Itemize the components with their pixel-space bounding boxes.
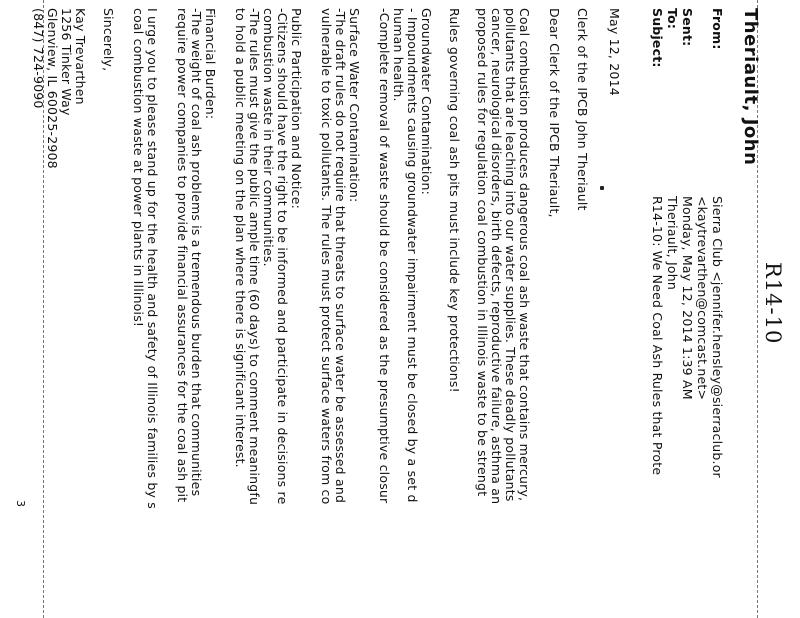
signature-phone: (847) 724-9090 <box>31 8 46 109</box>
letter-date: May 12, 2014 <box>607 8 622 96</box>
surface-line: -The draft rules do not require that threats to surface water be assessed and <box>333 8 348 504</box>
financial-line: -The weight of coal ash problems is a tremendous burden that communities <box>189 8 204 497</box>
key-protections-line: Rules governing coal ash pits must include key protections! <box>447 8 462 393</box>
closing-line: coal combustion waste at power plants in Illinois! <box>131 8 146 328</box>
intro-line: pollutants that are leaching into our water supplies. These deadly pollutants <box>503 8 518 502</box>
closing-line: I urge you to please stand up for the health and safety of Illinois families by s <box>145 8 160 509</box>
surface-line: vulnerable to toxic pollutants. The rules must protect surface waters from co <box>319 8 334 505</box>
intro-line: proposed rules for regulation coal combustion in Illinois waste to be strengt <box>475 8 490 497</box>
public-line: -The rules must give the public ample time (60 days) to comment meaningfu <box>247 8 262 506</box>
sent-value: Monday, May 12, 2014 1:39 AM <box>680 196 695 400</box>
scan-speck <box>600 186 604 190</box>
signature-city: Glenview, IL 60025-2908 <box>45 8 60 169</box>
from-label: From: <box>710 8 725 50</box>
to-value: Theriault, John <box>665 196 680 290</box>
groundwater-line: human health. <box>391 8 406 102</box>
salutation-dear: Dear Clerk of the IPCB Theriault, <box>547 8 562 218</box>
financial-heading: Financial Burden: <box>203 8 218 120</box>
signature-address: 1256 Tinker Way <box>59 8 74 116</box>
public-heading: Public Participation and Notice: <box>289 8 304 210</box>
sign-off: Sincerely, <box>101 8 116 72</box>
to-label: To: <box>665 8 680 30</box>
signature-name: Kay Trevarthen <box>73 8 88 105</box>
groundwater-line: - Impoundments causing groundwater impairment must be closed by a set d <box>405 8 420 503</box>
page-number: 3 <box>14 500 27 508</box>
from-value: Sierra Club <jennifer.hensley@sierraclub.or <box>710 196 725 478</box>
from-email: <kaytrevarthen@comcast.net> <box>695 196 710 401</box>
document-id: R14-10 <box>761 262 785 345</box>
groundwater-line: -Complete removal of waste should be considered as the presumptive closur <box>377 8 392 504</box>
public-line: to hold a public meeting on the plan where there is significant interest. <box>233 8 248 468</box>
surface-heading: Surface Water Contamination: <box>347 8 362 203</box>
subject-value: R14-10: We Need Coal Ash Rules that Prote <box>650 196 665 476</box>
subject-label: Subject: <box>650 8 665 68</box>
groundwater-heading: Groundwater Contamination: <box>419 8 434 196</box>
public-line: combustion waste in their communities. <box>261 8 276 267</box>
sent-label: Sent: <box>680 8 695 47</box>
bottom-divider <box>43 0 44 618</box>
salutation-clerk: Clerk of the IPCB John Theriault <box>575 8 590 211</box>
sender-name: Theriault, John <box>740 8 761 166</box>
intro-line: cancer, neurological disorders, birth defects, reproductive failure, asthma an <box>489 8 504 505</box>
financial-line: require power companies to provide financial assurances for the coal ash pit <box>175 8 190 503</box>
intro-line: Coal combustion produces dangerous coal ash waste that contains mercury, <box>517 8 532 502</box>
public-line: -Citizens should have the right to be informed and participate in decisions re <box>275 8 290 505</box>
